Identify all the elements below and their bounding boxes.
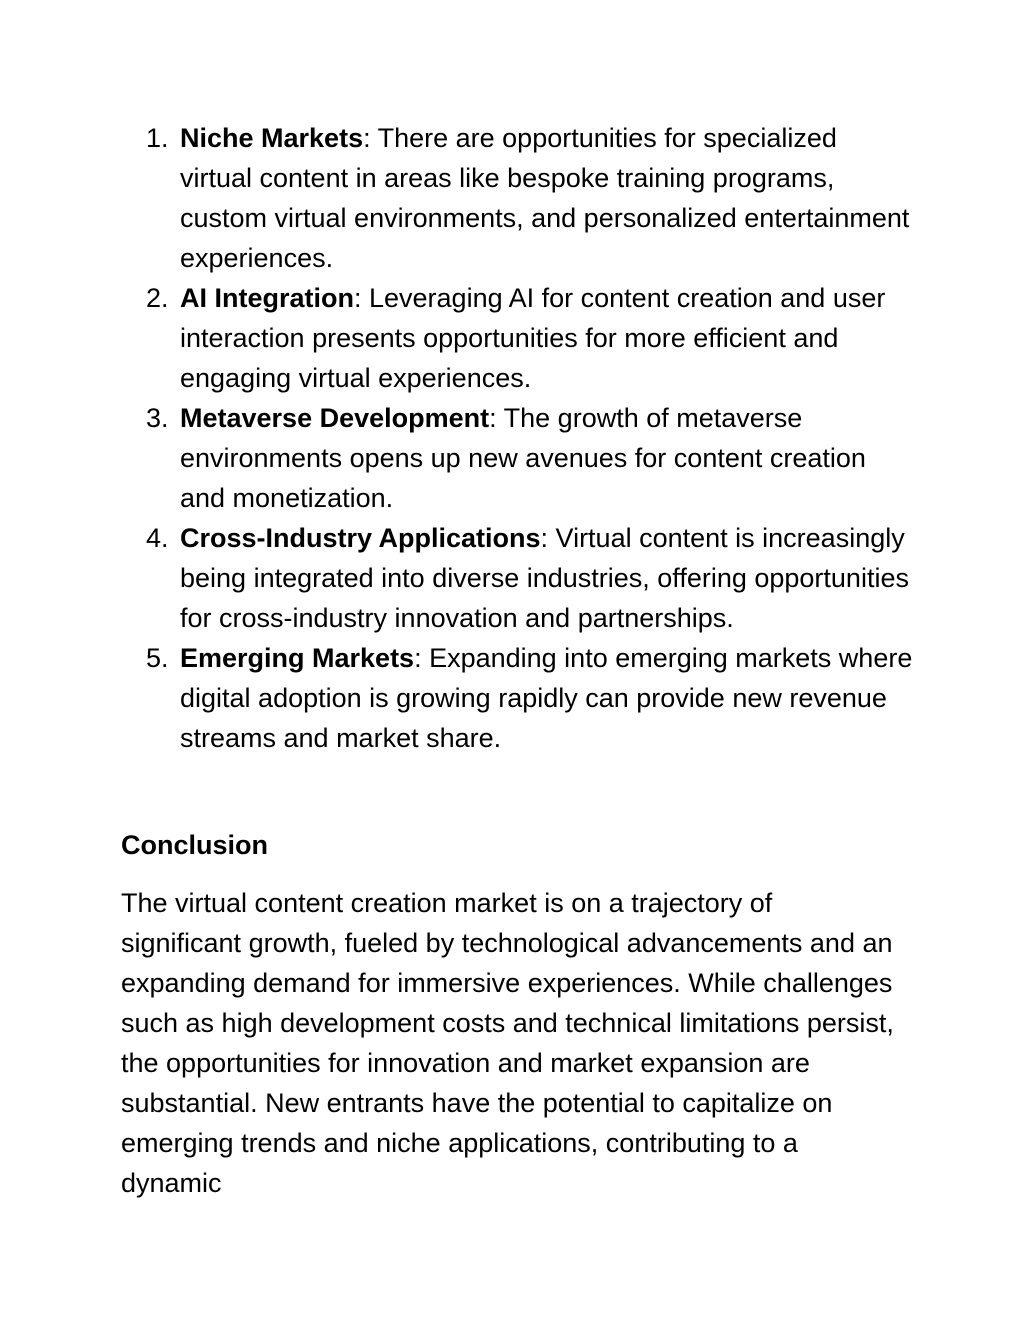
- list-item-title: Niche Markets: [180, 123, 364, 153]
- list-item-title: Emerging Markets: [180, 643, 415, 673]
- list-item: [146, 518, 915, 638]
- list-item: [146, 118, 915, 278]
- list-item-number: 5.: [146, 643, 169, 673]
- list-item-number: 1.: [146, 123, 169, 153]
- list-item-title: Metaverse Development: [180, 403, 490, 433]
- list-item-number: 2.: [146, 283, 169, 313]
- list-item: [146, 638, 915, 758]
- list-item: [146, 278, 915, 398]
- conclusion-heading: Conclusion: [121, 830, 268, 860]
- list-item-text: : There are opportunities for specialized virtual content in areas like bespoke training programs, custom virtual environments, and personalized entertainment experiences.: [180, 123, 910, 273]
- list-item-title: Cross-Industry Applications: [180, 523, 541, 553]
- list-item-text: : Expanding into emerging markets where digital adoption is growing rapidly can provide new revenue streams and market share.: [180, 643, 913, 753]
- list-item-number: 4.: [146, 523, 169, 553]
- list-item-text: : The growth of metaverse environments opens up new avenues for content creation and monetization.: [180, 403, 866, 513]
- list-item-title: AI Integration: [180, 283, 354, 313]
- list-item: [146, 398, 915, 518]
- list-item-text: : Leveraging AI for content creation and user interaction presents opportunities for more efficient and engaging virtual experiences.: [180, 283, 886, 393]
- opportunities-list: [146, 118, 915, 758]
- list-item-text: : Virtual content is increasingly being integrated into diverse industries, offering opportunities for cross-industry innovation and partnerships.: [180, 523, 909, 633]
- list-item-number: 3.: [146, 403, 169, 433]
- conclusion-paragraph: The virtual content creation market is on a trajectory of significant growth, fueled by technological advancements and an expanding demand for immersive experiences. While challenges such as high development costs and technical limitations persist, the opportunities for innovation and market expansion are substantial. New entrants have the potential to capitalize on emerging trends and niche applications, contributing to a dynamic: [121, 888, 894, 1198]
